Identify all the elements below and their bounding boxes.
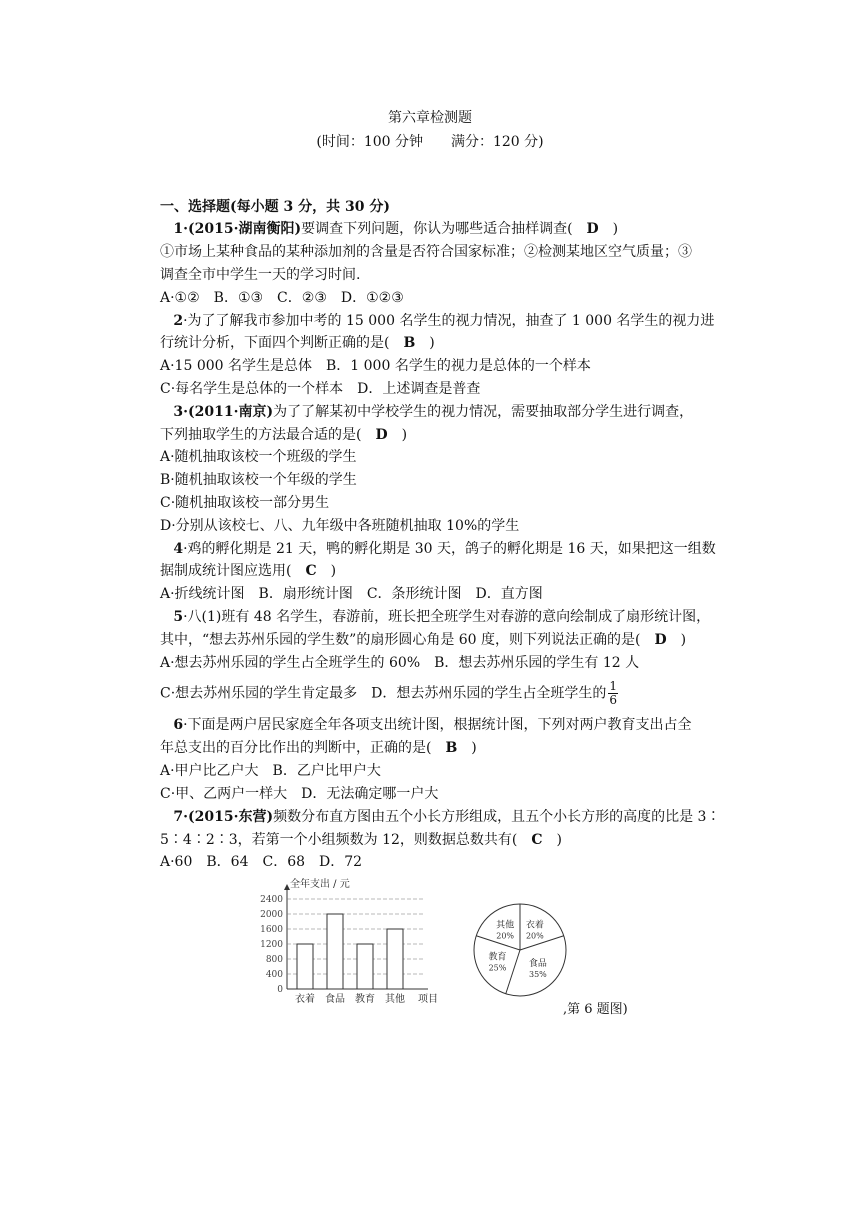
question-source: ·(2011·南京) [183,404,274,420]
question-5-line2 [160,629,700,651]
x-tick-label: 教育 [355,994,375,1003]
bar-衣着 [297,944,313,989]
bar-chart [250,878,450,1003]
question-text: 年总支出的百分比作出的判断中，正确的是( [160,740,446,756]
answer-letter: B [403,335,416,351]
x-tick-label: 食品 [325,994,345,1003]
slice-value: 20% [525,931,544,941]
question-3-option-c: C·随机抽取该校一部分男生 [160,495,330,511]
question-number: 4 [173,541,184,557]
fraction [608,680,618,707]
question-7-stem [160,806,721,828]
page-title: 第六章检测题 [388,110,472,126]
figure-caption: ,第 6 题图) [563,1002,628,1017]
answer-letter: B [445,740,458,756]
y-tick-label: 1200 [260,940,283,950]
question-2-options-ab: A·15 000 名学生是总体 B．1 000 名学生的视力是总体的一个样本 [160,358,591,374]
y-tick-label: 0 [277,985,283,995]
question-text: 其中，“想去苏州乐园的学生数”的扇形圆心角是 60 度，则下列说法正确的是( [160,632,655,648]
x-tick-label: 其他 [385,994,405,1003]
slice-label-其他: 其他 [496,920,515,931]
question-source: ·(2015·东营) [183,809,274,825]
fraction-denominator: 6 [609,693,618,707]
question-text: ·鸡的孵化期是 21 天，鸭的孵化期是 30 天，鸽子的孵化期是 16 天，如果把这一组数 [183,541,716,557]
x-tick-label: 衣着 [295,994,315,1003]
slice-value: 35% [528,969,547,979]
question-number: 5 [173,609,184,625]
question-3-line2 [160,424,700,446]
question-text: ·为了了解我市参加中考的 15 000 名学生的视力情况，抽查了 1 000 名学生的视力进 [183,313,715,329]
option-text: C·想去苏州乐园的学生肯定最多 D．想去苏州乐园的学生占全班学生的 [160,685,607,702]
question-3-option-a: A·随机抽取该校一个班级的学生 [160,449,357,465]
bar-食品 [327,914,343,989]
answer-letter: D [375,427,388,443]
question-number: 6 [173,717,184,733]
question-6-options-ab: A·甲户比乙户大 B．乙户比甲户大 [160,763,381,779]
question-number: 3 [173,404,184,420]
question-text: ·下面是两户居民家庭全年各项支出统计图，根据统计图，下列对两户教育支出占全 [183,717,692,733]
question-5-options-cd [160,680,700,707]
question-3-option-b: B·随机抽取该校一个年级的学生 [160,472,357,488]
slice-label-教育: 教育 [488,952,507,963]
answer-letter: C [305,563,317,579]
question-text-end: ) [387,427,408,443]
y-tick-label: 1600 [260,925,283,935]
y-tick-label: 800 [265,955,283,965]
slice-value: 20% [496,931,515,941]
question-7-line2 [160,829,700,851]
y-tick-label: 2000 [260,910,283,920]
question-6-stem [160,714,700,736]
question-text-end: ) [598,221,619,237]
question-1-line3: 调查全市中学生一天的学习时间. [160,267,361,283]
question-2-options-cd: C·每名学生是总体的一个样本 D．上述调查是普查 [160,381,481,397]
question-text: 据制成统计图应选用( [160,563,306,579]
answer-letter: C [531,832,543,848]
question-1-options: A·①② B．①③ C．②③ D．①②③ [160,290,404,306]
page-subtitle: (时间：100 分钟 满分：120 分) [316,134,544,150]
question-number: 2 [173,313,184,329]
question-6-options-cd: C·甲、乙两户一样大 D．无法确定哪一户大 [160,786,439,802]
question-text: 下列抽取学生的方法最合适的是( [160,427,376,443]
question-2-stem [160,310,715,332]
question-text: 行统计分析，下面四个判断正确的是( [160,335,404,351]
fraction-numerator: 1 [609,679,618,693]
answer-letter: D [586,221,599,237]
question-source: ·(2015·湖南衡阳) [183,221,302,237]
question-text: 频数分布直方图由五个小长方形组成，且五个小长方形的高度的比是 3∶ [273,809,721,825]
question-2-line2 [160,332,700,354]
question-1-stem [160,218,700,240]
question-number: 7 [173,809,184,825]
y-tick-label: 400 [265,970,283,980]
slice-label-衣着: 衣着 [525,920,544,931]
question-text-end: ) [316,563,337,579]
bar-教育 [357,944,373,989]
section-heading: 一、选择题(每小题 3 分，共 30 分) [160,199,390,215]
question-number: 1 [173,221,184,237]
slice-label-食品: 食品 [528,958,547,969]
y-tick-label: 2400 [260,895,283,905]
question-5-stem [160,606,711,628]
question-text: ·八(1)班有 48 名学生，春游前，班长把全班学生对春游的意向绘制成了扇形统计图， [183,609,711,625]
y-axis-label: 全年支出 / 元 [290,879,350,890]
bar-其他 [387,929,403,989]
question-3-option-d: D·分别从该校七、八、九年级中各班随机抽取 10%的学生 [160,518,520,534]
question-4-stem [160,538,716,560]
question-1-line2: ①市场上某种食品的某种添加剂的含量是否符合国家标准；②检测某地区空气质量；③ [160,244,692,260]
question-text: 要调查下列问题，你认为哪些适合抽样调查( [301,221,587,237]
question-text-end: ) [542,832,562,848]
question-3-stem [160,401,700,423]
question-7-options: A·60 B．64 C．68 D．72 [160,854,363,870]
answer-letter: D [654,632,667,648]
question-text-end: ) [666,632,687,648]
question-4-line2 [160,560,700,582]
question-text: 5∶4∶2∶3，若第一个小组频数为 12，则数据总数共有( [160,832,532,848]
slice-value: 25% [488,963,507,973]
pie-chart [470,902,570,998]
question-text-end: ) [457,740,477,756]
question-text-end: ) [415,335,435,351]
question-text: 为了了解某初中学校学生的视力情况，需要抽取部分学生进行调查， [273,404,694,420]
question-6-line2 [160,737,700,759]
question-4-options: A·折线统计图 B．扇形统计图 C．条形统计图 D．直方图 [160,586,543,602]
x-axis-label: 项目 [418,994,438,1003]
question-5-options-ab: A·想去苏州乐园的学生占全班学生的 60% B．想去苏州乐园的学生有 12 人 [160,655,640,671]
